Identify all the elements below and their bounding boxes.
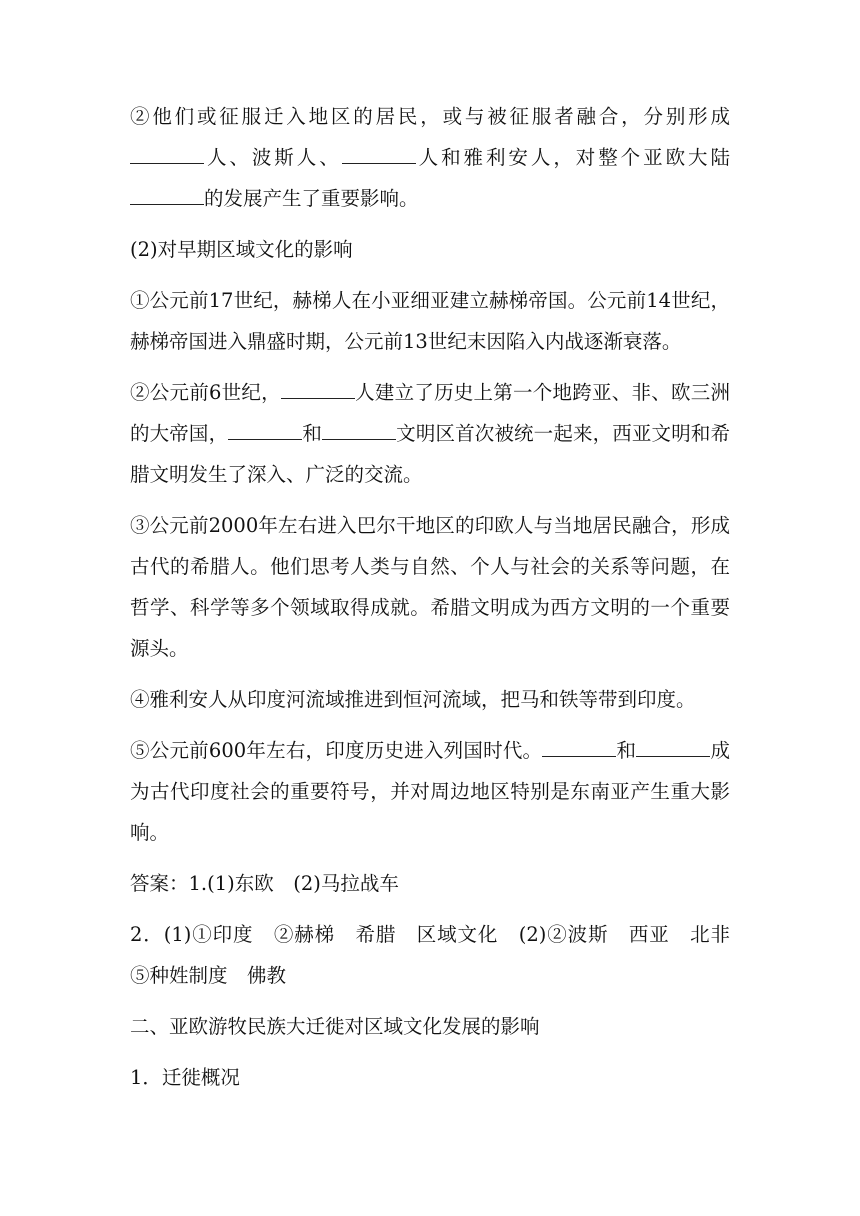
text-segment: ⑤公元前600年左右，印度历史进入列国时代。 [130, 739, 543, 762]
paragraph-aryans: ④雅利安人从印度河流域推进到恒河流域，把马和铁等带到印度。 [130, 688, 696, 711]
paragraph-persian-empire [130, 372, 730, 495]
text-segment: 的发展产生了重要影响。 [204, 187, 419, 210]
answer-line-1: 答案：1.(1)东欧 (2)马拉战车 [130, 872, 399, 895]
text-segment: 人建立了历史上第一个地跨亚、非、欧三洲的大帝国， [130, 381, 730, 445]
text-segment: 人和雅利安人，对整个亚欧大陆 [415, 146, 730, 169]
section-heading-migration-impact: 二、亚欧游牧民族大迁徙对区域文化发展的影响 [130, 1015, 540, 1038]
text-segment: ②公元前6世纪， [130, 381, 281, 404]
paragraph-india-kingdoms [130, 730, 730, 853]
fill-blank [130, 186, 204, 205]
text-segment: 成为古代印度社会的重要符号，并对周边地区特别是东南亚产生重大影响。 [130, 739, 730, 844]
fill-blank [322, 421, 396, 440]
paragraph-hittite-empire: ①公元前17世纪，赫梯人在小亚细亚建立赫梯帝国。公元前14世纪，赫梯帝国进入鼎盛时期，公元前13世纪末因陷入内战逐渐衰落。 [130, 289, 730, 353]
text-segment: 和 [616, 739, 637, 762]
text-segment: ②他们或征服迁入地区的居民，或与被征服者融合，分别形成 [130, 105, 730, 128]
section-heading-early-culture: (2)对早期区域文化的影响 [130, 238, 353, 261]
fill-blank [130, 145, 204, 164]
subsection-heading-overview: 1．迁徙概况 [130, 1066, 240, 1089]
fill-blank [342, 145, 416, 164]
fill-blank [636, 738, 710, 757]
text-segment: 和 [302, 422, 323, 445]
document-content [130, 96, 750, 1108]
paragraph-migration-results [130, 96, 730, 219]
fill-blank [281, 380, 355, 399]
paragraph-greek-civilization: ③公元前2000年左右进入巴尔干地区的印欧人与当地居民融合，形成古代的希腊人。他们思考人类与自然、个人与社会的关系等问题，在哲学、科学等多个领域取得成就。希腊文明成为西方文明的一个重要源头。 [130, 514, 730, 660]
fill-blank [542, 738, 616, 757]
text-segment: 人、波斯人、 [204, 146, 342, 169]
text-segment: 文明区首次被统一起来，西亚文明和希腊文明发生了深入、广泛的交流。 [130, 422, 730, 486]
fill-blank [228, 421, 302, 440]
answer-line-2: 2．(1)①印度 ②赫梯 希腊 区域文化 (2)②波斯 西亚 北非 ⑤种姓制度 佛教 [130, 923, 750, 987]
